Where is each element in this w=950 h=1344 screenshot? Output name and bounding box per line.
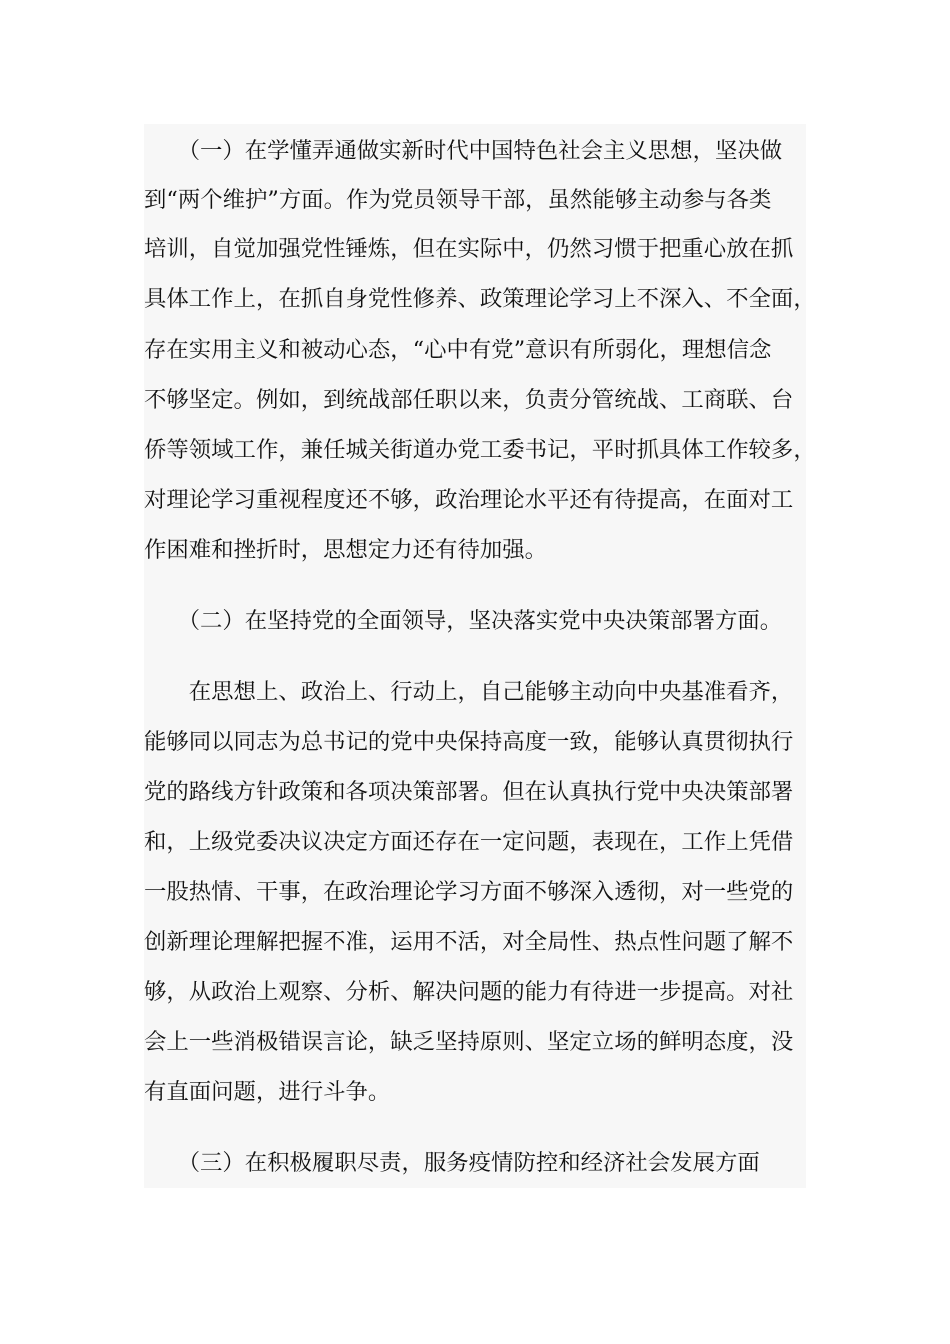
text-line: 存在实用主义和被动心态，“心中有党”意识有所弱化，理想信念	[144, 337, 772, 363]
text-line: 和，上级党委决议决定方面还存在一定问题，表现在，工作上凭借	[144, 829, 794, 855]
section-heading: （二）在坚持党的全面领导，坚决落实党中央决策部署方面。	[144, 608, 783, 634]
text-line: 侨等领域工作，兼任城关街道办党工委书记，平时抓具体工作较多，	[144, 437, 816, 463]
text-line: 到“两个维护”方面。作为党员领导干部，虽然能够主动参与各类	[144, 187, 772, 213]
text-line: 创新理论理解把握不准，运用不活，对全局性、热点性问题了解不	[144, 929, 794, 955]
text-line: 党的路线方针政策和各项决策部署。但在认真执行党中央决策部署	[144, 779, 794, 805]
section-heading: （三）在积极履职尽责，服务疫情防控和经济社会发展方面	[144, 1150, 760, 1176]
text-line: 能够同以同志为总书记的党中央保持高度一致，能够认真贯彻执行	[144, 729, 794, 755]
text-line: 在思想上、政治上、行动上，自己能够主动向中央基准看齐，	[144, 679, 794, 705]
text-line: （一）在学懂弄通做实新时代中国特色社会主义思想，坚决做	[144, 138, 783, 164]
text-line: 会上一些消极错误言论，缺乏坚持原则、坚定立场的鲜明态度，没	[144, 1029, 794, 1055]
text-line: 作困难和挫折时，思想定力还有待加强。	[144, 537, 548, 563]
text-line: 一股热情、干事，在政治理论学习方面不够深入透彻，对一些党的	[144, 879, 794, 905]
text-line: 对理论学习重视程度还不够，政治理论水平还有待提高，在面对工	[144, 487, 794, 513]
document-body	[144, 124, 816, 1188]
text-line: 不够坚定。例如，到统战部任职以来，负责分管统战、工商联、台	[144, 387, 794, 413]
text-line: 具体工作上，在抓自身党性修养、政策理论学习上不深入、不全面，	[144, 286, 816, 312]
text-line: 够，从政治上观察、分析、解决问题的能力有待进一步提高。对社	[144, 979, 794, 1005]
text-line: 培训，自觉加强党性锤炼，但在实际中，仍然习惯于把重心放在抓	[144, 236, 794, 262]
text-line: 有直面问题，进行斗争。	[144, 1079, 391, 1105]
